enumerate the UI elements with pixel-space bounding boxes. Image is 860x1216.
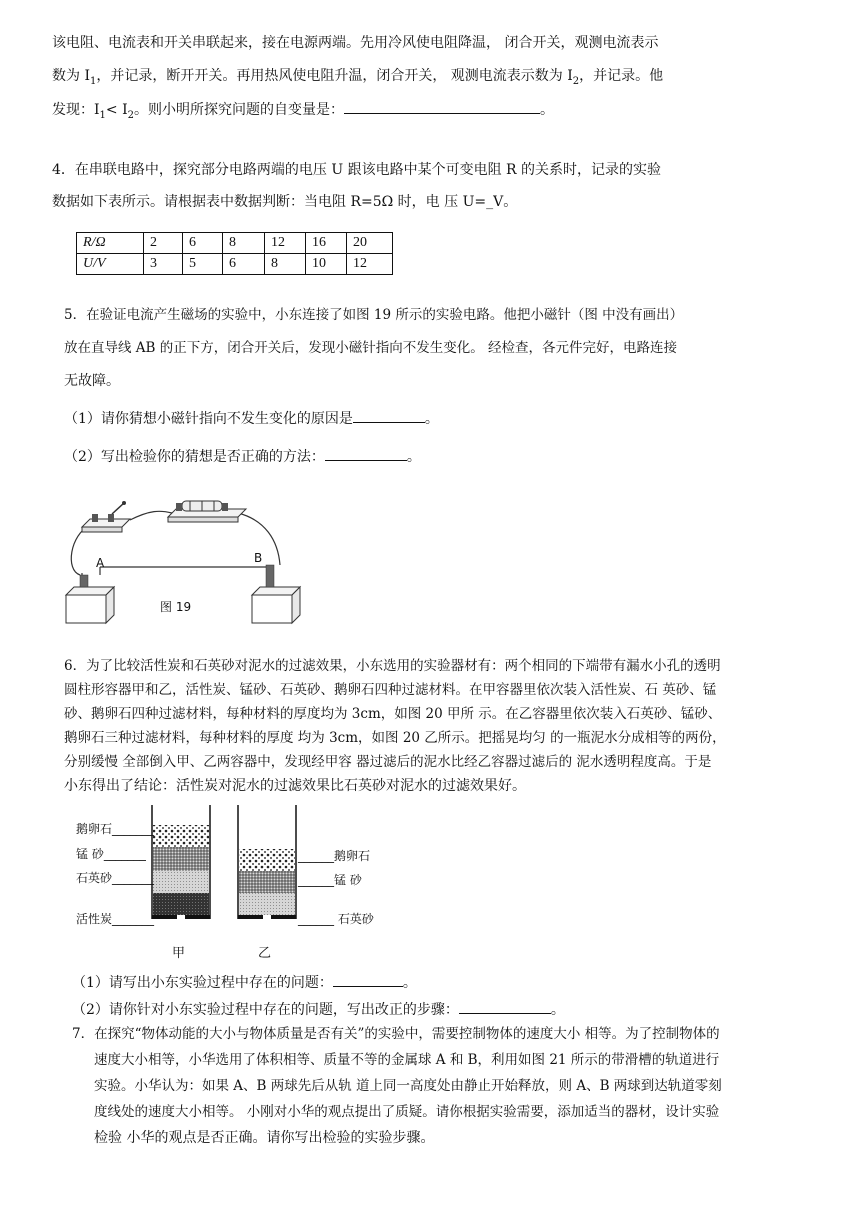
q6-part-2-end: 。 <box>550 1002 565 1018</box>
q3-line-2-b: ，并记录，断开开关。再用热风使电阻升温，闭合开关， 观测电流表示数为 I <box>96 68 573 84</box>
q5-part-1 <box>64 408 439 429</box>
table-cell: 8 <box>223 233 265 254</box>
q6-line-3: 砂、鹅卵石四种过滤材料，每种材料的厚度均为 3cm，如图 20 甲所 示。在乙容器里依次装入石英砂、锰砂、 <box>64 706 722 722</box>
q7-line-2: 速度大小相等，小华选用了体积相等、质量不等的金属球 A 和 B，利用如图 21 所示的带滑槽的轨道进行 <box>94 1052 720 1068</box>
table-row <box>77 254 393 275</box>
q5-line-1: 5．在验证电流产生磁场的实验中，小东连接了如图 19 所示的实验电路。他把小磁针（图 中没有画出） <box>64 307 684 323</box>
q3-line-3-end: 。 <box>540 102 554 118</box>
fig20-left-label-quartz: 石英砂_______ <box>76 871 155 885</box>
q4-line-2: 数据如下表所示。请根据表中数据判断：当电阻 R=5Ω 时，电 压 U=_V。 <box>52 194 518 210</box>
q5-answer-blank-2[interactable] <box>325 446 407 461</box>
q3-line-2-c: ，并记录。他 <box>579 68 664 84</box>
fig19-label-a: A <box>96 556 105 570</box>
q7-line-1: 7．在探究“物体动能的大小与物体质量是否有关”的实验中，需要控制物体的速度大小 相等。为了控制物体的 <box>72 1026 720 1042</box>
table-cell: 20 <box>347 233 393 254</box>
q5-part-1-end: 。 <box>424 411 439 427</box>
table-head-u: U/V <box>77 254 144 275</box>
table-cell: 16 <box>306 233 347 254</box>
fig20-left-label-pebble: 鹅卵石_______ <box>76 822 155 836</box>
q5-line-3: 无故障。 <box>64 373 120 389</box>
q5-part-2 <box>64 446 421 467</box>
fig20-right-label-mang: ______锰 砂 <box>298 873 362 887</box>
q3-line-1: 该电阻、电流表和开关串联起来，接在电源两端。先用冷风使电阻降温， 闭合开关，观测电流表示 <box>52 35 659 51</box>
table-cell: 5 <box>183 254 223 275</box>
q6-part-1 <box>72 972 417 993</box>
subscript-2b: 2 <box>127 109 134 121</box>
q4-line-1: 4．在串联电路中，探究部分电路两端的电压 U 跟该电路中某个可变电阻 R 的关系时，记录的实验 <box>52 162 662 178</box>
q5-part-1-text: （1）请你猜想小磁针指向不发生变化的原因是 <box>64 411 353 427</box>
table-cell: 6 <box>223 254 265 275</box>
q6-line-1: 6．为了比较活性炭和石英砂对泥水的过滤效果，小东选用的实验器材有：两个相同的下端带有漏水小孔的透明 <box>64 658 721 674</box>
q3-line-3 <box>52 99 554 126</box>
table-cell: 12 <box>347 254 393 275</box>
q6-part-1-text: （1）请写出小东实验过程中存在的问题： <box>72 975 333 991</box>
table-cell: 8 <box>265 254 306 275</box>
q6-line-6: 小东得出了结论：活性炭对泥水的过滤效果比石英砂对泥水的过滤效果好。 <box>64 778 526 794</box>
q6-part-2 <box>72 999 565 1020</box>
table-head-r: R/Ω <box>77 233 144 254</box>
q5-answer-blank-1[interactable] <box>353 408 425 423</box>
q6-line-2: 圆柱形容器甲和乙，活性炭、锰砂、石英砂、鹅卵石四种过滤材料。在甲容器里依次装入活性炭、石 英砂、锰 <box>64 682 717 698</box>
fig20-left-label-carbon: 活性炭_______ <box>76 912 155 926</box>
fig20-label-jia: 甲 <box>172 946 186 961</box>
q6-line-4: 鹅卵石三种过滤材料，每种材料的厚度 均为 3cm，如图 20 乙所示。把摇晃均匀 的一瓶泥水分成相等的两份， <box>64 730 726 746</box>
q3-answer-blank[interactable] <box>344 99 540 114</box>
q6-answer-blank-1[interactable] <box>333 972 403 987</box>
fig20-left-label-mang: 锰 砂_______ <box>76 847 146 861</box>
q6-part-2-text: （2）请你针对小东实验过程中存在的问题，写出改正的步骤： <box>72 1002 459 1018</box>
q6-part-1-end: 。 <box>402 975 417 991</box>
q6-line-5: 分别缓慢 全部倒入甲、乙两容器中，发现经甲容 器过滤后的泥水比经乙容器过滤后的 泥水透明程度高。于是 <box>64 754 712 770</box>
subscript-1: 1 <box>89 75 97 87</box>
q7-line-4: 度线处的速度大小相等。 小刚对小华的观点提出了质疑。请你根据实验需要，添加适当的器材，设计实验 <box>94 1104 720 1120</box>
fig20-right-label-pebble: ______鹅卵石 <box>298 849 371 863</box>
table-row <box>77 233 393 254</box>
subscript-1b: 1 <box>99 109 106 121</box>
table-cell: 2 <box>144 233 183 254</box>
q5-part-2-end: 。 <box>406 449 421 465</box>
q6-answer-blank-2[interactable] <box>459 999 551 1014</box>
q3-line-3-a: 发现：I <box>52 102 100 118</box>
table-cell: 10 <box>306 254 347 275</box>
q5-part-2-text: （2）写出检验你的猜想是否正确的方法： <box>64 449 325 465</box>
figure-20-filters <box>140 805 310 925</box>
q3-line-3-b: < I <box>105 102 128 118</box>
subscript-2: 2 <box>572 75 580 87</box>
table-cell: 6 <box>183 233 223 254</box>
q3-line-3-c: 。则小明所探究问题的自变量是： <box>134 102 344 118</box>
q7-line-3: 实验。小华认为：如果 A、B 两球先后从轨 道上同一高度处由静止开始释放，则 A、B 两球到达轨道零刻 <box>94 1078 722 1094</box>
fig20-right-label-quartz: ______ 石英砂 <box>298 912 374 926</box>
table-cell: 3 <box>144 254 183 275</box>
fig19-caption: 图 19 <box>160 600 192 614</box>
q3-line-2-a: 数为 I <box>52 68 90 84</box>
q5-line-2: 放在直导线 AB 的正下方，闭合开关后，发现小磁针指向不发生变化。 经检查，各元件完好，电路连接 <box>64 340 678 356</box>
q3-line-2 <box>52 66 663 92</box>
fig19-label-b: B <box>254 551 263 565</box>
fig20-label-yi: 乙 <box>258 946 272 961</box>
q7-line-5: 检验 小华的观点是否正确。请你写出检验的实验步骤。 <box>94 1130 435 1146</box>
table-cell: 12 <box>265 233 306 254</box>
q4-data-table <box>76 232 393 275</box>
